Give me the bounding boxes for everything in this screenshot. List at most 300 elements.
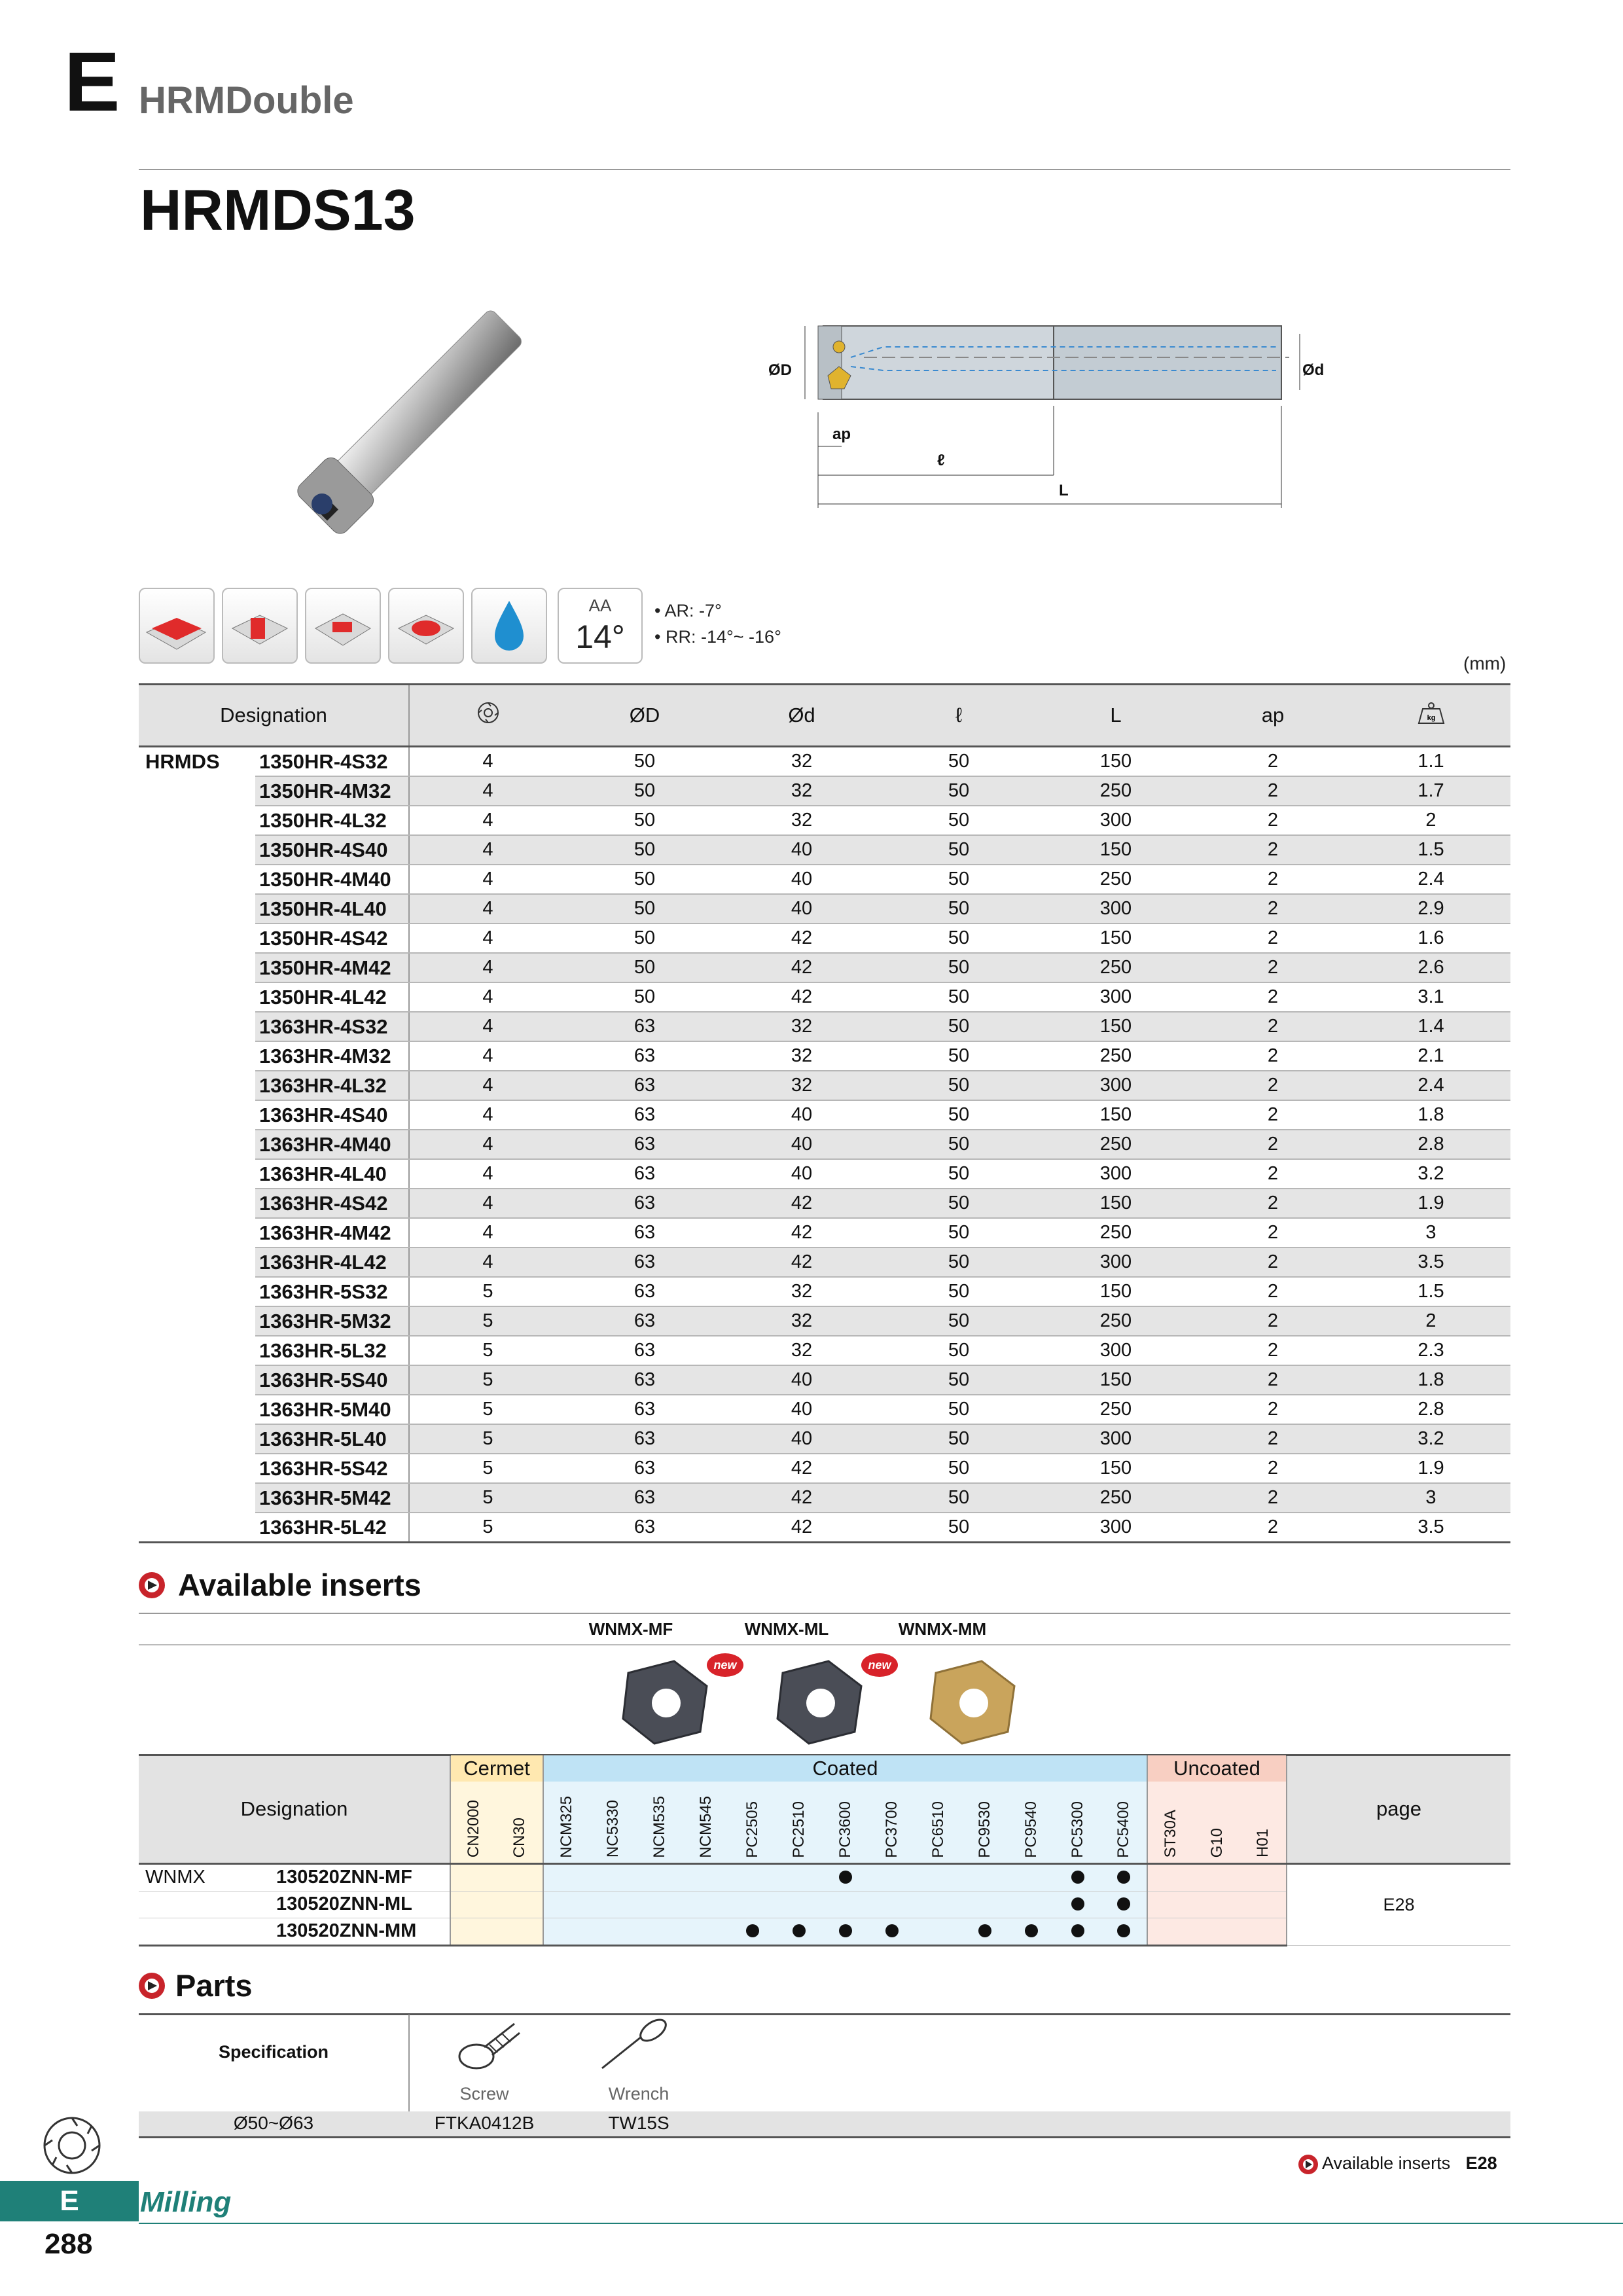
grade-cell bbox=[776, 1863, 822, 1891]
grade-cell bbox=[1101, 1891, 1147, 1918]
grade-header bbox=[497, 1782, 543, 1864]
sd-cell: 32 bbox=[723, 1071, 880, 1100]
inserts-rule-2 bbox=[139, 1644, 1510, 1645]
grade-cell bbox=[1194, 1863, 1240, 1891]
grade-header bbox=[868, 1782, 915, 1864]
grade-header bbox=[1101, 1782, 1147, 1864]
grade-label: PC9530 bbox=[975, 1801, 993, 1858]
grade-cell bbox=[1008, 1918, 1054, 1945]
grade-cell bbox=[729, 1891, 776, 1918]
weight-cell: 3 bbox=[1351, 1218, 1510, 1247]
grade-cell bbox=[961, 1918, 1008, 1945]
weight-cell: 2.3 bbox=[1351, 1336, 1510, 1365]
series-cell bbox=[139, 1483, 255, 1513]
grade-label: ST30A bbox=[1162, 1810, 1180, 1858]
parts-heading: Parts bbox=[175, 1968, 253, 2003]
weight-cell: 1.7 bbox=[1351, 776, 1510, 806]
grade-cell bbox=[450, 1863, 497, 1891]
grade-header bbox=[1054, 1782, 1101, 1864]
model-cell: 1363HR-4L32 bbox=[255, 1071, 409, 1100]
l-big-cell: 250 bbox=[1037, 1041, 1194, 1071]
insert-model-cell: 130520ZNN-MF bbox=[270, 1863, 450, 1891]
insert-series-cell bbox=[139, 1891, 270, 1918]
ap-cell: 2 bbox=[1194, 1100, 1351, 1130]
sd-cell: 40 bbox=[723, 835, 880, 865]
grade-label: NCM545 bbox=[696, 1795, 715, 1858]
series-cell bbox=[139, 1041, 255, 1071]
footer-ref-text: Available inserts bbox=[1322, 2153, 1451, 2173]
sd-cell: 42 bbox=[723, 1513, 880, 1543]
l-big-cell: 150 bbox=[1037, 1012, 1194, 1041]
teeth-cell: 4 bbox=[409, 982, 566, 1012]
grade-cell bbox=[590, 1918, 636, 1945]
grade-label: PC2510 bbox=[789, 1801, 808, 1858]
grade-label: CN2000 bbox=[465, 1800, 482, 1858]
grade-header bbox=[1194, 1782, 1240, 1864]
footer-reference-link[interactable] bbox=[1298, 2153, 1497, 2174]
series-cell bbox=[139, 1218, 255, 1247]
unit-label: (mm) bbox=[1463, 653, 1507, 673]
weight-cell: 1.9 bbox=[1351, 1454, 1510, 1483]
teeth-cell: 5 bbox=[409, 1454, 566, 1483]
l-big-cell: 300 bbox=[1037, 1336, 1194, 1365]
grade-cell bbox=[543, 1891, 590, 1918]
ap-cell: 2 bbox=[1194, 1483, 1351, 1513]
od-cell: 63 bbox=[566, 1012, 723, 1041]
series-cell bbox=[139, 776, 255, 806]
series-cell bbox=[139, 1071, 255, 1100]
l-small-cell: 50 bbox=[880, 1247, 1037, 1277]
grade-cell bbox=[822, 1918, 868, 1945]
grade-cell bbox=[1240, 1863, 1287, 1891]
sd-cell: 32 bbox=[723, 1041, 880, 1071]
insert-page-ref: E28 bbox=[1287, 1863, 1510, 1945]
grade-cell bbox=[868, 1863, 915, 1891]
od-cell: 63 bbox=[566, 1100, 723, 1130]
grade-header bbox=[822, 1782, 868, 1864]
ap-cell: 2 bbox=[1194, 1365, 1351, 1395]
insert-image-mf bbox=[615, 1647, 746, 1751]
l-small-cell: 50 bbox=[880, 924, 1037, 953]
grade-group-coated: Coated bbox=[543, 1755, 1147, 1782]
approach-angle-label: AA bbox=[588, 596, 612, 615]
availability-dot-icon bbox=[1025, 1924, 1038, 1937]
screw-icon bbox=[452, 2016, 524, 2075]
section-letter: E bbox=[64, 35, 120, 129]
teeth-cell: 4 bbox=[409, 776, 566, 806]
grade-cell bbox=[915, 1863, 961, 1891]
availability-dot-icon bbox=[885, 1924, 899, 1937]
grade-header bbox=[1008, 1782, 1054, 1864]
table-row bbox=[139, 1159, 1510, 1189]
od-cell: 50 bbox=[566, 806, 723, 835]
grade-header bbox=[683, 1782, 729, 1864]
l-small-cell: 50 bbox=[880, 1071, 1037, 1100]
grade-group-uncoated: Uncoated bbox=[1147, 1755, 1287, 1782]
model-cell: 1363HR-5L42 bbox=[255, 1513, 409, 1543]
weight-cell: 1.8 bbox=[1351, 1100, 1510, 1130]
dim-ap-label: ap bbox=[832, 425, 851, 443]
l-small-cell: 50 bbox=[880, 1277, 1037, 1306]
table-row bbox=[139, 1247, 1510, 1277]
sd-cell: 42 bbox=[723, 1454, 880, 1483]
weight-cell: 2 bbox=[1351, 1306, 1510, 1336]
teeth-cell: 4 bbox=[409, 1100, 566, 1130]
inserts-heading: Available inserts bbox=[178, 1568, 421, 1602]
l-big-cell: 300 bbox=[1037, 1071, 1194, 1100]
l-small-cell: 50 bbox=[880, 1395, 1037, 1424]
grade-cell bbox=[915, 1891, 961, 1918]
l-big-cell: 300 bbox=[1037, 982, 1194, 1012]
teeth-cell: 4 bbox=[409, 747, 566, 777]
availability-dot-icon bbox=[978, 1924, 991, 1937]
grade-header bbox=[590, 1782, 636, 1864]
dim-od-label: ØD bbox=[768, 361, 792, 379]
availability-dot-icon bbox=[1117, 1924, 1130, 1937]
table-row bbox=[139, 1395, 1510, 1424]
insert-label-ml: WNMX-ML bbox=[744, 1619, 829, 1639]
ap-cell: 2 bbox=[1194, 1130, 1351, 1159]
dim-sd-label: Ød bbox=[1302, 361, 1325, 379]
teeth-cell: 4 bbox=[409, 1159, 566, 1189]
model-cell: 1363HR-4M42 bbox=[255, 1218, 409, 1247]
grade-cell bbox=[915, 1918, 961, 1945]
sd-cell: 32 bbox=[723, 1277, 880, 1306]
l-small-cell: 50 bbox=[880, 1513, 1037, 1543]
grade-cell bbox=[1008, 1891, 1054, 1918]
grade-cell bbox=[729, 1863, 776, 1891]
series-cell bbox=[139, 1365, 255, 1395]
grade-cell bbox=[1101, 1863, 1147, 1891]
grade-cell bbox=[1054, 1863, 1101, 1891]
l-big-cell: 150 bbox=[1037, 747, 1194, 777]
series-cell bbox=[139, 1336, 255, 1365]
teeth-cell: 5 bbox=[409, 1395, 566, 1424]
od-cell: 50 bbox=[566, 924, 723, 953]
col-od: ØD bbox=[566, 685, 723, 747]
arrow-right-icon bbox=[1298, 2155, 1318, 2174]
table-row bbox=[139, 776, 1510, 806]
section-name: HRMDouble bbox=[139, 79, 354, 122]
ap-cell: 2 bbox=[1194, 1071, 1351, 1100]
series-cell bbox=[139, 1395, 255, 1424]
od-cell: 50 bbox=[566, 865, 723, 894]
grade-cell bbox=[1054, 1918, 1101, 1945]
weight-cell: 3.1 bbox=[1351, 982, 1510, 1012]
series-cell bbox=[139, 1189, 255, 1218]
grade-cell bbox=[776, 1918, 822, 1945]
sd-cell: 32 bbox=[723, 1336, 880, 1365]
model-cell: 1363HR-4L42 bbox=[255, 1247, 409, 1277]
series-cell bbox=[139, 1424, 255, 1454]
grade-cell bbox=[636, 1891, 683, 1918]
weight-cell: 1.5 bbox=[1351, 835, 1510, 865]
l-small-cell: 50 bbox=[880, 982, 1037, 1012]
availability-dot-icon bbox=[1117, 1871, 1130, 1884]
grade-cell bbox=[636, 1918, 683, 1945]
header-divider bbox=[139, 169, 1510, 170]
weight-cell: 3.5 bbox=[1351, 1513, 1510, 1543]
weight-cell: 2.9 bbox=[1351, 894, 1510, 924]
table-row bbox=[139, 806, 1510, 835]
parts-bullet-icon bbox=[139, 1973, 165, 1999]
l-big-cell: 250 bbox=[1037, 865, 1194, 894]
model-cell: 1350HR-4M32 bbox=[255, 776, 409, 806]
series-cell bbox=[139, 1277, 255, 1306]
grade-cell bbox=[1147, 1891, 1194, 1918]
table-row bbox=[139, 924, 1510, 953]
weight-cell: 1.9 bbox=[1351, 1189, 1510, 1218]
teeth-cell: 4 bbox=[409, 835, 566, 865]
parts-rule bbox=[139, 2013, 1510, 2015]
table-row bbox=[139, 1336, 1510, 1365]
ap-cell: 2 bbox=[1194, 924, 1351, 953]
l-small-cell: 50 bbox=[880, 747, 1037, 777]
grade-label: G10 bbox=[1207, 1828, 1226, 1858]
l-big-cell: 300 bbox=[1037, 1247, 1194, 1277]
sd-cell: 40 bbox=[723, 865, 880, 894]
ap-cell: 2 bbox=[1194, 1306, 1351, 1336]
grade-label: PC3600 bbox=[836, 1801, 854, 1858]
grade-cell bbox=[868, 1891, 915, 1918]
l-small-cell: 50 bbox=[880, 894, 1037, 924]
footer-section-tab: E bbox=[0, 2181, 139, 2221]
od-cell: 63 bbox=[566, 1483, 723, 1513]
insert-image-ml bbox=[770, 1647, 901, 1751]
model-cell: 1363HR-4S40 bbox=[255, 1100, 409, 1130]
l-big-cell: 150 bbox=[1037, 835, 1194, 865]
footer-rule bbox=[139, 2223, 1623, 2224]
insert-label-mf: WNMX-MF bbox=[588, 1619, 673, 1639]
l-small-cell: 50 bbox=[880, 1306, 1037, 1336]
grade-header bbox=[961, 1782, 1008, 1864]
ap-cell: 2 bbox=[1194, 894, 1351, 924]
teeth-cell: 5 bbox=[409, 1424, 566, 1454]
l-small-cell: 50 bbox=[880, 1130, 1037, 1159]
od-cell: 50 bbox=[566, 982, 723, 1012]
model-cell: 1363HR-5S32 bbox=[255, 1277, 409, 1306]
col-ap: ap bbox=[1194, 685, 1351, 747]
table-row bbox=[139, 1041, 1510, 1071]
model-cell: 1350HR-4S42 bbox=[255, 924, 409, 953]
wrench-icon bbox=[596, 2016, 674, 2075]
l-small-cell: 50 bbox=[880, 806, 1037, 835]
od-cell: 63 bbox=[566, 1071, 723, 1100]
series-cell bbox=[139, 865, 255, 894]
table-row bbox=[139, 1218, 1510, 1247]
model-cell: 1363HR-5L32 bbox=[255, 1336, 409, 1365]
teeth-cell: 5 bbox=[409, 1513, 566, 1543]
grade-cell bbox=[636, 1863, 683, 1891]
col-designation: Designation bbox=[139, 685, 409, 747]
page-title: HRMDS13 bbox=[140, 177, 416, 242]
model-cell: 1350HR-4M42 bbox=[255, 953, 409, 982]
teeth-cell: 4 bbox=[409, 806, 566, 835]
new-badge-mf: new bbox=[713, 1659, 737, 1672]
sd-cell: 40 bbox=[723, 1395, 880, 1424]
od-cell: 63 bbox=[566, 1159, 723, 1189]
teeth-cell: 4 bbox=[409, 1071, 566, 1100]
weight-cell: 1.6 bbox=[1351, 924, 1510, 953]
availability-dot-icon bbox=[839, 1924, 852, 1937]
teeth-icon bbox=[409, 685, 566, 747]
table-row bbox=[139, 953, 1510, 982]
screw-caption: Screw bbox=[459, 2084, 509, 2104]
sd-cell: 32 bbox=[723, 1012, 880, 1041]
tool-spec-table bbox=[139, 683, 1510, 1543]
teeth-cell: 4 bbox=[409, 924, 566, 953]
ap-cell: 2 bbox=[1194, 865, 1351, 894]
series-cell bbox=[139, 1100, 255, 1130]
teeth-cell: 4 bbox=[409, 1218, 566, 1247]
tool-drawing bbox=[766, 308, 1342, 524]
grade-cell bbox=[1240, 1918, 1287, 1945]
weight-cell: 3.2 bbox=[1351, 1159, 1510, 1189]
footer-section-title: Milling bbox=[140, 2186, 232, 2218]
availability-dot-icon bbox=[746, 1924, 759, 1937]
ap-cell: 2 bbox=[1194, 1041, 1351, 1071]
inserts-bullet-icon bbox=[139, 1572, 165, 1598]
weight-cell: 2.1 bbox=[1351, 1041, 1510, 1071]
grade-group-cermet: Cermet bbox=[450, 1755, 543, 1782]
col-l-big: L bbox=[1037, 685, 1194, 747]
l-small-cell: 50 bbox=[880, 1483, 1037, 1513]
table-row bbox=[139, 1189, 1510, 1218]
col-l-small: ℓ bbox=[880, 685, 1037, 747]
l-small-cell: 50 bbox=[880, 835, 1037, 865]
availability-dot-icon bbox=[1071, 1897, 1084, 1910]
sd-cell: 32 bbox=[723, 1306, 880, 1336]
l-big-cell: 150 bbox=[1037, 1277, 1194, 1306]
weight-cell: 3.5 bbox=[1351, 1247, 1510, 1277]
l-big-cell: 250 bbox=[1037, 1218, 1194, 1247]
model-cell: 1363HR-5M42 bbox=[255, 1483, 409, 1513]
l-big-cell: 300 bbox=[1037, 1424, 1194, 1454]
od-cell: 63 bbox=[566, 1041, 723, 1071]
sd-cell: 40 bbox=[723, 1365, 880, 1395]
series-cell bbox=[139, 1247, 255, 1277]
l-big-cell: 250 bbox=[1037, 1483, 1194, 1513]
teeth-cell: 4 bbox=[409, 1041, 566, 1071]
od-cell: 63 bbox=[566, 1277, 723, 1306]
slotting-icon bbox=[305, 588, 381, 664]
l-big-cell: 250 bbox=[1037, 953, 1194, 982]
l-small-cell: 50 bbox=[880, 1100, 1037, 1130]
od-cell: 50 bbox=[566, 776, 723, 806]
model-cell: 1363HR-4M40 bbox=[255, 1130, 409, 1159]
series-cell bbox=[139, 806, 255, 835]
model-cell: 1363HR-4S32 bbox=[255, 1012, 409, 1041]
l-small-cell: 50 bbox=[880, 1365, 1037, 1395]
ap-cell: 2 bbox=[1194, 982, 1351, 1012]
availability-dot-icon bbox=[1071, 1924, 1084, 1937]
model-cell: 1350HR-4L42 bbox=[255, 982, 409, 1012]
grade-label: PC6510 bbox=[929, 1801, 947, 1858]
model-cell: 1363HR-4M32 bbox=[255, 1041, 409, 1071]
l-big-cell: 150 bbox=[1037, 1454, 1194, 1483]
od-cell: 63 bbox=[566, 1395, 723, 1424]
grade-cell bbox=[822, 1863, 868, 1891]
od-cell: 63 bbox=[566, 1454, 723, 1483]
sd-cell: 42 bbox=[723, 982, 880, 1012]
teeth-cell: 5 bbox=[409, 1336, 566, 1365]
grade-header bbox=[1240, 1782, 1287, 1864]
grade-label: NCM325 bbox=[558, 1795, 576, 1858]
insert-label-mm: WNMX-MM bbox=[898, 1619, 987, 1639]
l-big-cell: 250 bbox=[1037, 776, 1194, 806]
weight-cell: 1.8 bbox=[1351, 1365, 1510, 1395]
parts-wrench-value: TW15S bbox=[608, 2113, 669, 2133]
series-cell bbox=[139, 894, 255, 924]
table-row bbox=[139, 1513, 1510, 1543]
pocketing-icon bbox=[388, 588, 464, 664]
table-row bbox=[139, 1100, 1510, 1130]
grade-header bbox=[636, 1782, 683, 1864]
weight-cell: 3.2 bbox=[1351, 1424, 1510, 1454]
od-cell: 50 bbox=[566, 953, 723, 982]
grade-cell bbox=[543, 1918, 590, 1945]
sd-cell: 40 bbox=[723, 894, 880, 924]
teeth-cell: 4 bbox=[409, 953, 566, 982]
table-row bbox=[139, 1012, 1510, 1041]
ap-cell: 2 bbox=[1194, 1424, 1351, 1454]
model-cell: 1363HR-5M40 bbox=[255, 1395, 409, 1424]
l-big-cell: 300 bbox=[1037, 894, 1194, 924]
sd-cell: 40 bbox=[723, 1100, 880, 1130]
table-row bbox=[139, 1863, 1510, 1891]
grade-header bbox=[729, 1782, 776, 1864]
od-cell: 63 bbox=[566, 1130, 723, 1159]
weight-cell: 1.4 bbox=[1351, 1012, 1510, 1041]
sd-cell: 32 bbox=[723, 806, 880, 835]
series-cell bbox=[139, 835, 255, 865]
series-cell bbox=[139, 1306, 255, 1336]
od-cell: 63 bbox=[566, 1247, 723, 1277]
model-cell: 1350HR-4L40 bbox=[255, 894, 409, 924]
grade-cell bbox=[1194, 1918, 1240, 1945]
teeth-cell: 5 bbox=[409, 1365, 566, 1395]
model-cell: 1350HR-4S40 bbox=[255, 835, 409, 865]
teeth-cell: 4 bbox=[409, 1189, 566, 1218]
grade-header bbox=[915, 1782, 961, 1864]
availability-dot-icon bbox=[793, 1924, 806, 1937]
grade-label: NC5330 bbox=[603, 1800, 622, 1858]
table-row bbox=[139, 1424, 1510, 1454]
ap-cell: 2 bbox=[1194, 1277, 1351, 1306]
page-number: 288 bbox=[45, 2228, 93, 2260]
insert-model-cell: 130520ZNN-MM bbox=[270, 1918, 450, 1945]
grade-cell bbox=[1194, 1891, 1240, 1918]
grade-cell bbox=[1147, 1918, 1194, 1945]
insert-image-mm bbox=[923, 1647, 1054, 1751]
weight-cell: 2.8 bbox=[1351, 1395, 1510, 1424]
ap-cell: 2 bbox=[1194, 1247, 1351, 1277]
grade-cell bbox=[497, 1891, 543, 1918]
od-cell: 50 bbox=[566, 747, 723, 777]
grade-cell bbox=[683, 1863, 729, 1891]
weight-cell: 3 bbox=[1351, 1483, 1510, 1513]
l-big-cell: 300 bbox=[1037, 1159, 1194, 1189]
parts-screw-value: FTKA0412B bbox=[434, 2113, 535, 2133]
grade-cell bbox=[1054, 1891, 1101, 1918]
ap-cell: 2 bbox=[1194, 747, 1351, 777]
table-row bbox=[139, 1277, 1510, 1306]
grade-header bbox=[450, 1782, 497, 1864]
rake-radial: • RR: -14°~ -16° bbox=[654, 627, 781, 647]
availability-dot-icon bbox=[839, 1871, 852, 1884]
ap-cell: 2 bbox=[1194, 1454, 1351, 1483]
weight-icon bbox=[1351, 685, 1510, 747]
